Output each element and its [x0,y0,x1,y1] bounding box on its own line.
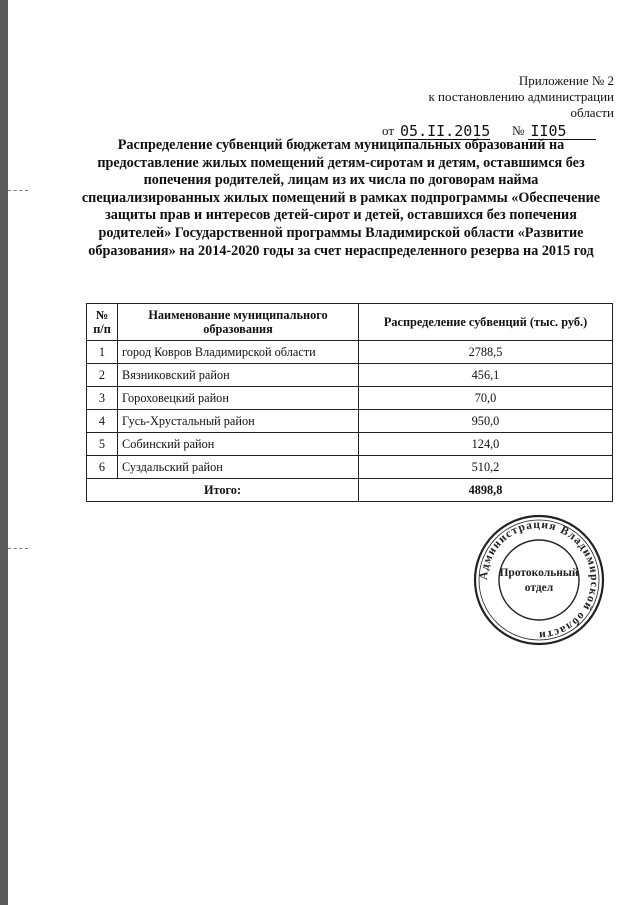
row-municipality: Гусь-Хрустальный район [118,410,359,433]
row-value: 124,0 [359,433,613,456]
scan-left-edge [0,0,8,905]
appendix-line1: Приложение № 2 [518,73,614,88]
row-number: 3 [87,387,118,410]
table-row [87,364,613,387]
row-value: 510,2 [359,456,613,479]
row-value: 950,0 [359,410,613,433]
row-value: 70,0 [359,387,613,410]
table-row [87,341,613,364]
total-value: 4898,8 [359,479,613,502]
table-row [87,456,613,479]
table-header-row [87,304,613,341]
row-value: 456,1 [359,364,613,387]
stamp-ring-text: Администрация Владимирской области [477,518,601,642]
total-label: Итого: [87,479,359,502]
row-number: 2 [87,364,118,387]
decree-number: II05 [528,123,596,140]
table-row [87,410,613,433]
row-number: 1 [87,341,118,364]
row-municipality: Суздальский район [118,456,359,479]
official-stamp [472,513,606,647]
row-municipality: город Ковров Владимирской области [118,341,359,364]
stamp-center-line2: отдел [524,582,554,594]
row-value: 2788,5 [359,341,613,364]
table-row [87,433,613,456]
table-row [87,387,613,410]
decree-date: 05.II.2015 [400,122,491,140]
header-municipality: Наименование муниципального образования [118,304,359,341]
date-prefix: от [382,123,395,138]
row-number: 4 [87,410,118,433]
row-number: 6 [87,456,118,479]
subsidy-table [86,303,613,502]
stamp-center-line1: Протокольный [499,567,579,579]
header-subsidy: Распределение субвенций (тыс. руб.) [359,304,613,341]
row-municipality: Вязниковский район [118,364,359,387]
appendix-line2: к постановлению администрации области [428,89,614,120]
appendix-header [382,73,614,140]
scan-mark [8,548,28,549]
document-title: Распределение субвенций бюджетам муниципальных образований на предоставление жилых помещений детям-сиротам и детям, оставшимся без попечения родителей, лицам из их числа по договорам найма специализированных жилых помещений в рамках подпрограммы «Обеспечение защиты прав и интересов детей-сирот и детей, оставшихся без попечения родителей» Государственной программы Владимирской области «Развитие образования» на 2014-2020 годы за счет нераспределенного резерва на 2015 год [81,137,601,259]
number-prefix: № [512,123,525,138]
row-number: 5 [87,433,118,456]
row-municipality: Гороховецкий район [118,387,359,410]
row-municipality: Собинский район [118,433,359,456]
header-number: № п/п [87,304,118,341]
table-total-row [87,479,613,502]
scan-mark [8,190,28,191]
